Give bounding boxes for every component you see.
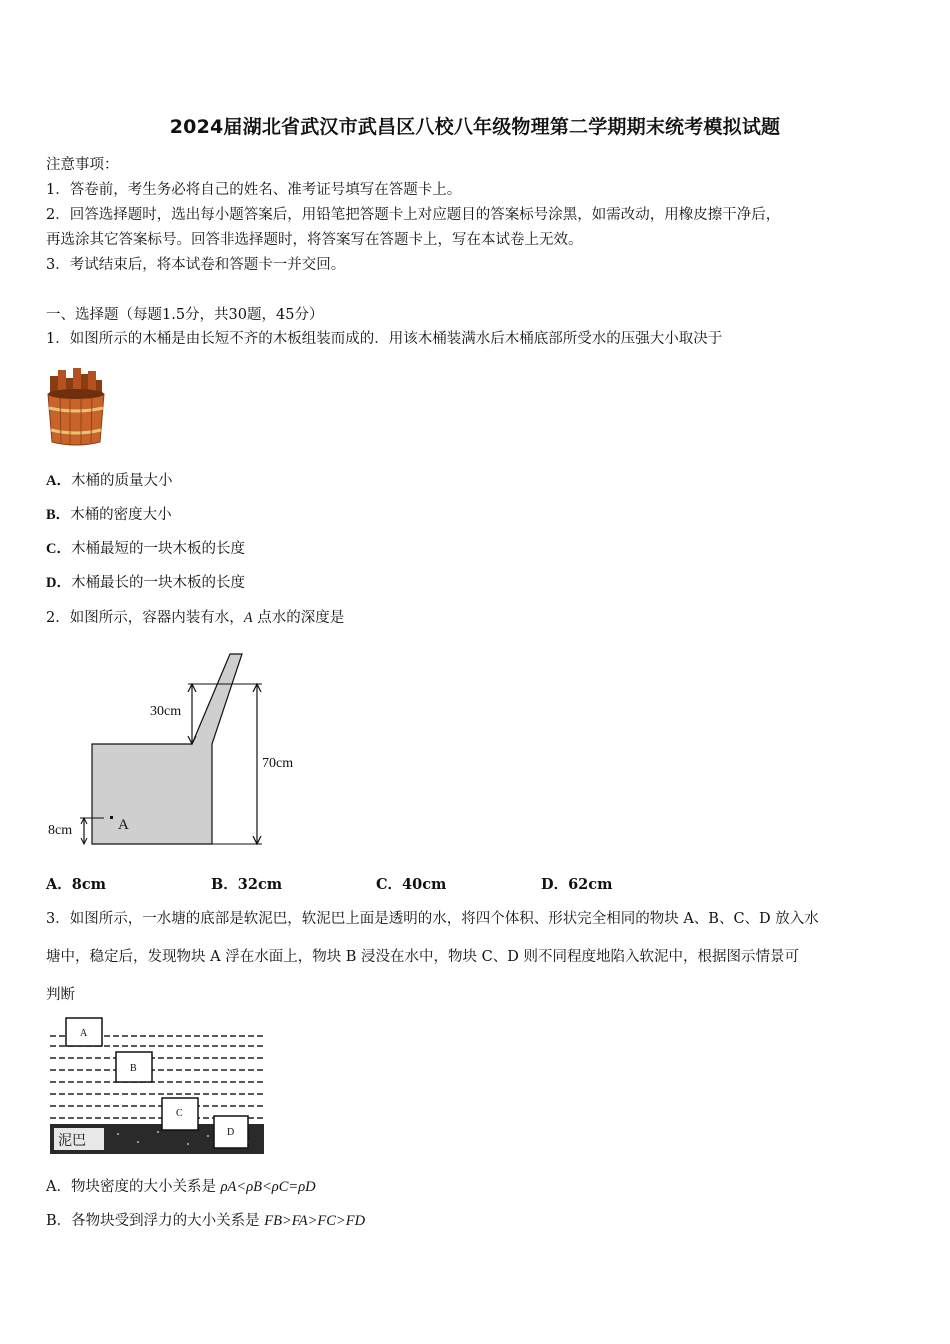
container-figure: [44, 648, 314, 850]
label-point-a: A: [118, 817, 129, 833]
block-b-label: B: [130, 1063, 137, 1074]
question-2-stem: 2．如图所示，容器内装有水，A 点水的深度是: [46, 610, 345, 626]
label-70cm: 70cm: [262, 756, 294, 771]
section-heading: 一、选择题（每题1.5分，共30题，45分）: [46, 307, 324, 323]
q1-option-c: C．木桶最短的一块木板的长度: [46, 541, 245, 557]
block-a-label: A: [80, 1028, 88, 1039]
notice-item: 2．回答选择题时，选出每小题答案后，用铅笔把答题卡上对应题目的答案标号涂黑，如需改动，用橡皮擦干净后，: [46, 207, 781, 223]
bucket-body: [48, 394, 104, 445]
point-a-marker: [110, 816, 113, 819]
label-30cm: 30cm: [150, 704, 182, 719]
q3-option-a: A．物块密度的大小关系是 ρA<ρB<ρC=ρD: [46, 1179, 316, 1195]
q1-option-a: A．木桶的质量大小: [46, 473, 173, 489]
pond-figure: [48, 1016, 266, 1156]
q1-option-b: B．木桶的密度大小: [46, 507, 172, 523]
label-8cm: 8cm: [48, 823, 73, 838]
q2-option-d: D．62cm: [541, 876, 613, 893]
notice-item: 再选涂其它答案标号。回答非选择题时，将答案写在答题卡上，写在本试卷上无效。: [46, 232, 583, 248]
block-c-label: C: [176, 1108, 183, 1119]
question-3-stem-line: 判断: [46, 987, 75, 1003]
q2-option-c: C．40cm: [376, 876, 447, 893]
mud-label: 泥巴: [58, 1134, 86, 1149]
notice-item: 3．考试结束后，将本试卷和答题卡一并交回。: [46, 257, 346, 273]
q2-option-b: B．32cm: [211, 876, 283, 893]
page-title: 2024届湖北省武汉市武昌区八校八年级物理第二学期期末统考模拟试题: [169, 116, 781, 138]
question-3-stem-line: 塘中，稳定后，发现物块 A 浮在水面上，物块 B 浸没在水中，物块 C、D 则不同程度地陷入软泥中，根据图示情景可: [46, 949, 799, 965]
question-1-stem: 1．如图所示的木桶是由长短不齐的木板组装而成的．用该木桶装满水后木桶底部所受水的压强大小取决于: [46, 331, 723, 347]
q2-option-a: A．8cm: [46, 876, 107, 893]
q3-option-b: B．各物块受到浮力的大小关系是 FB>FA>FC>FD: [46, 1213, 366, 1229]
container-shape: [92, 654, 242, 844]
q1-option-d: D．木桶最长的一块木板的长度: [46, 575, 245, 591]
notice-heading: 注意事项：: [46, 157, 119, 173]
wooden-bucket-figure: [44, 368, 108, 448]
bucket-rim: [48, 389, 104, 399]
question-3-stem-line: 3．如图所示，一水塘的底部是软泥巴，软泥巴上面是透明的水，将四个体积、形状完全相同的物块 A、B、C、D 放入水: [46, 911, 819, 927]
notice-item: 1．答卷前，考生务必将自己的姓名、准考证号填写在答题卡上。: [46, 182, 462, 198]
block-d-label: D: [227, 1127, 235, 1138]
